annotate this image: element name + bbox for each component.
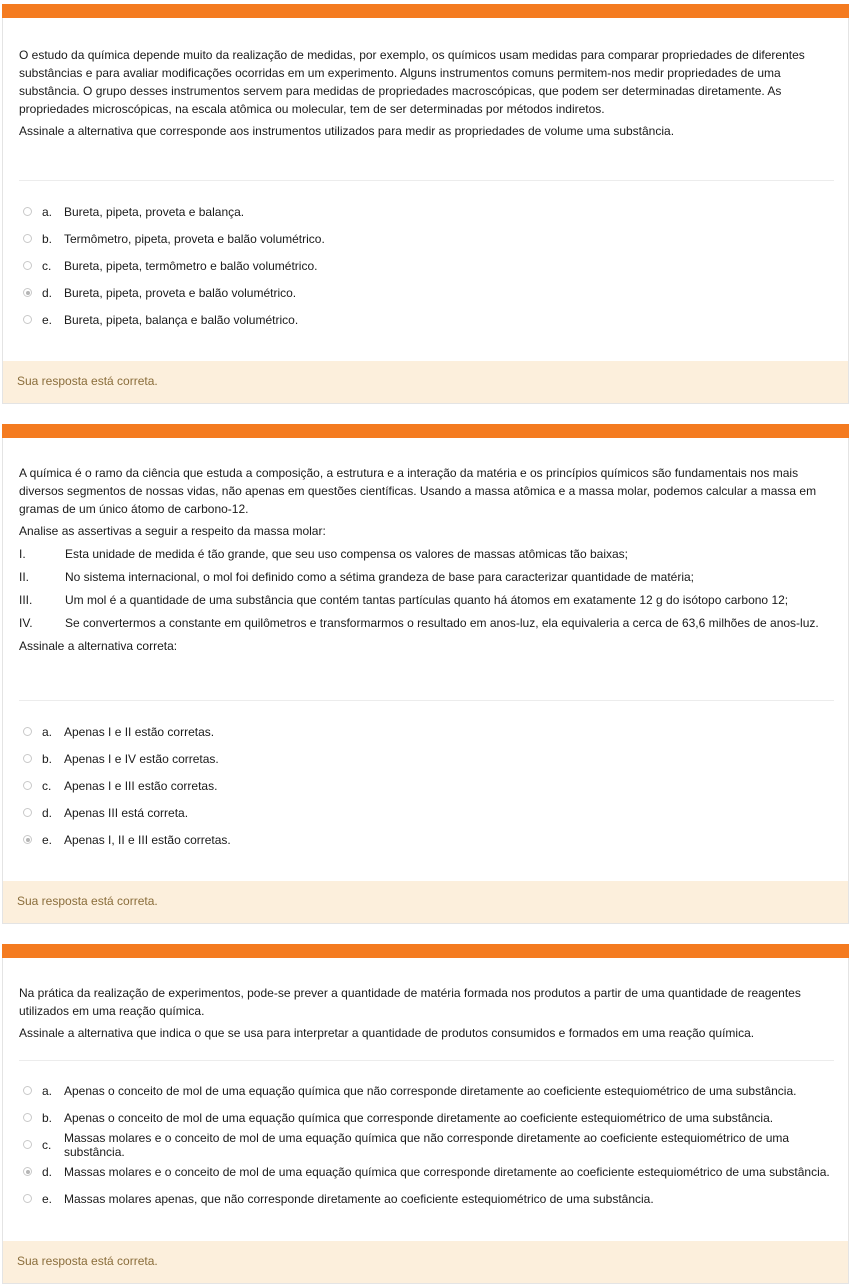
answer-options — [23, 718, 838, 853]
option-letter: c. — [42, 258, 52, 273]
option-label[interactable]: Apenas I e IV estão corretas. — [64, 751, 219, 766]
option-letter: e. — [42, 1191, 53, 1206]
option-b[interactable] — [23, 1104, 838, 1131]
feedback-message: Sua resposta está correta. — [3, 1241, 848, 1283]
option-b[interactable] — [23, 745, 838, 772]
option-label[interactable]: Massas molares e o conceito de mol de uma equação química que não corresponde diretamente ao coeficiente estequiométrico de uma substância. — [64, 1130, 790, 1159]
option-e[interactable] — [23, 1185, 838, 1212]
option-a[interactable] — [23, 718, 838, 745]
feedback-message: Sua resposta está correta. — [3, 881, 848, 923]
radio-button[interactable] — [23, 315, 32, 324]
option-label[interactable]: Bureta, pipeta, balança e balão volumétrico. — [64, 312, 299, 327]
option-label[interactable]: Termômetro, pipeta, proveta e balão volumétrico. — [64, 231, 325, 246]
option-d[interactable] — [23, 799, 838, 826]
option-label[interactable]: Apenas o conceito de mol de uma equação química que corresponde diretamente ao coeficiente estequiométrico de uma substância. — [64, 1110, 774, 1125]
divider — [19, 700, 834, 701]
option-label[interactable]: Bureta, pipeta, proveta e balão volumétrico. — [64, 285, 297, 300]
question-card-1 — [2, 4, 849, 404]
radio-button[interactable] — [23, 234, 32, 243]
radio-button[interactable] — [23, 1140, 32, 1149]
option-letter: d. — [42, 285, 53, 300]
option-label[interactable]: Apenas I e III estão corretas. — [64, 778, 218, 793]
assertion-number: IV. — [19, 616, 33, 630]
divider — [19, 180, 834, 181]
option-label[interactable]: Massas molares apenas, que não corresponde diretamente ao coeficiente estequiométrico de uma substância. — [64, 1191, 654, 1206]
option-letter: e. — [42, 312, 53, 327]
question-header-bar — [2, 944, 849, 958]
question-header-bar — [2, 424, 849, 438]
radio-button[interactable] — [23, 808, 32, 817]
radio-button[interactable] — [23, 1113, 32, 1122]
radio-button-selected[interactable] — [23, 835, 32, 844]
option-letter: d. — [42, 805, 53, 820]
option-letter: b. — [42, 751, 53, 766]
option-letter: c. — [42, 1137, 52, 1152]
option-label[interactable]: Massas molares e o conceito de mol de uma equação química que corresponde diretamente ao coeficiente estequiométrico de uma substância. — [64, 1164, 830, 1179]
radio-button[interactable] — [23, 781, 32, 790]
radio-button[interactable] — [23, 261, 32, 270]
assertion-number: I. — [19, 547, 26, 561]
option-letter: b. — [42, 231, 53, 246]
question-instruction: Assinale a alternativa correta: — [19, 639, 178, 653]
assertion-item — [19, 568, 834, 586]
option-label[interactable]: Bureta, pipeta, proveta e balança. — [64, 204, 245, 219]
option-letter: a. — [42, 204, 53, 219]
option-label[interactable]: Apenas o conceito de mol de uma equação química que não corresponde diretamente ao coeficiente estequiométrico de uma substância. — [64, 1083, 797, 1098]
radio-button[interactable] — [23, 1194, 32, 1203]
question-prompt: Analise as assertivas a seguir a respeito da massa molar: — [19, 524, 326, 538]
answer-options — [23, 1077, 838, 1212]
radio-button[interactable] — [23, 727, 32, 736]
option-letter: c. — [42, 778, 52, 793]
option-letter: e. — [42, 832, 53, 847]
question-text — [19, 464, 834, 659]
assertion-number: III. — [19, 593, 33, 607]
question-instruction: Assinale a alternativa que corresponde aos instrumentos utilizados para medir as propriedades de volume uma substância. — [19, 124, 675, 138]
option-c[interactable] — [23, 1131, 838, 1158]
option-label[interactable]: Apenas I, II e III estão corretas. — [64, 832, 231, 847]
assertion-text: Um mol é a quantidade de uma substância que contém tantas partículas quanto há átomos em exatamente 12 g do isótopo carbono 12; — [65, 593, 789, 607]
question-text — [19, 46, 834, 144]
option-d[interactable] — [23, 279, 838, 306]
option-label[interactable]: Apenas III está correta. — [64, 805, 189, 820]
radio-button[interactable] — [23, 1086, 32, 1095]
option-b[interactable] — [23, 225, 838, 252]
option-e[interactable] — [23, 826, 838, 853]
question-paragraph: Na prática da realização de experimentos, pode-se prever a quantidade de matéria formada nos produtos a partir de uma quantidade de reagentes utilizados em uma reação química. — [19, 986, 801, 1018]
assertion-text: Esta unidade de medida é tão grande, que seu uso compensa os valores de massas atômicas tão baixas; — [65, 547, 629, 561]
question-text — [19, 984, 834, 1046]
option-letter: a. — [42, 1083, 53, 1098]
radio-button[interactable] — [23, 207, 32, 216]
assertion-text: No sistema internacional, o mol foi definido como a sétima grandeza de base para caracterizar quantidade de matéria; — [65, 570, 695, 584]
assertion-text: Se convertermos a constante em quilômetros e transformarmos o resultado em anos-luz, ela equivaleria a cerca de 63,6 milhões de anos-luz. — [65, 616, 819, 630]
question-paragraph: A química é o ramo da ciência que estuda a composição, a estrutura e a interação da matéria e os princípios químicos são fundamentais nos mais diversos segmentos de nossas vidas, não apenas em questões científicas. Usando a massa atômica e a massa molar, podemos calcular a massa em gramas de um único átomo de carbono-12. — [19, 466, 817, 516]
radio-button[interactable] — [23, 754, 32, 763]
option-c[interactable] — [23, 252, 838, 279]
question-paragraph: O estudo da química depende muito da realização de medidas, por exemplo, os químicos usam medidas para comparar propriedades de diferentes substâncias e para avaliar modificações ocorridas em um experimento. Alguns instrumentos comuns permitem-nos medir propriedades de uma substância. O grupo desses instrumentos servem para medidas de propriedades macroscópicas, que podem ser determinadas diretamente. As propriedades microscópicas, na escala atômica ou molecular, tem de ser determinadas por métodos indiretos. — [19, 48, 805, 116]
question-header-bar — [2, 4, 849, 18]
answer-options — [23, 198, 838, 333]
assertion-item — [19, 614, 834, 632]
option-e[interactable] — [23, 306, 838, 333]
divider — [19, 1060, 834, 1061]
assertion-item — [19, 545, 834, 563]
question-card-2 — [2, 424, 849, 924]
option-a[interactable] — [23, 198, 838, 225]
option-a[interactable] — [23, 1077, 838, 1104]
feedback-message: Sua resposta está correta. — [3, 361, 848, 403]
question-instruction: Assinale a alternativa que indica o que se usa para interpretar a quantidade de produtos consumidos e formados em uma reação química. — [19, 1026, 755, 1040]
option-letter: d. — [42, 1164, 53, 1179]
option-c[interactable] — [23, 772, 838, 799]
question-card-3 — [2, 944, 849, 1284]
option-label[interactable]: Apenas I e II estão corretas. — [64, 724, 215, 739]
option-d[interactable] — [23, 1158, 838, 1185]
assertion-number: II. — [19, 570, 30, 584]
radio-button-selected[interactable] — [23, 288, 32, 297]
option-letter: b. — [42, 1110, 53, 1125]
option-label[interactable]: Bureta, pipeta, termômetro e balão volumétrico. — [64, 258, 318, 273]
radio-button-selected[interactable] — [23, 1167, 32, 1176]
assertion-item — [19, 591, 834, 609]
option-letter: a. — [42, 724, 53, 739]
